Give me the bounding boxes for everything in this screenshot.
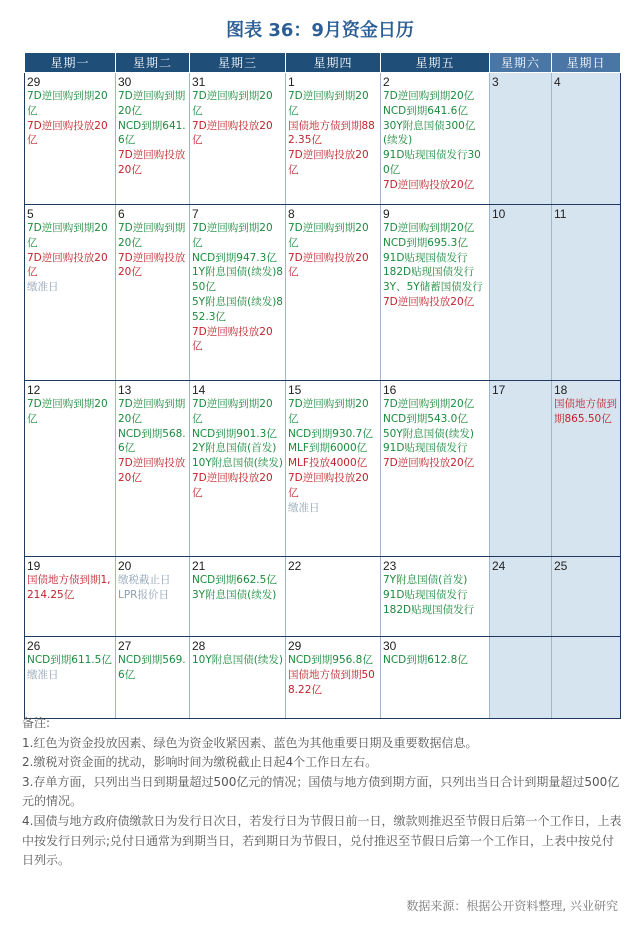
calendar-event: 国债地方债到期1,214.25亿 bbox=[27, 574, 111, 601]
day-number: 30 bbox=[118, 75, 132, 89]
calendar-event: 国债地方债到期508.22亿 bbox=[288, 668, 375, 696]
calendar-week-row bbox=[25, 205, 621, 381]
day-number: 26 bbox=[27, 639, 41, 653]
day-number: 3 bbox=[492, 75, 499, 89]
calendar-event: 7D逆回购投放20亿 bbox=[118, 457, 186, 484]
calendar-event: 30Y附息国债300亿(续发) bbox=[383, 119, 476, 147]
calendar-event: 7D逆回购投放20亿 bbox=[192, 119, 273, 147]
calendar-event: 国债地方债到期865.50亿 bbox=[554, 398, 617, 425]
calendar-day-cell bbox=[116, 557, 190, 637]
day-number: 15 bbox=[288, 383, 302, 397]
note-line: 2.缴税对资金面的扰动，影响时间为缴税截止日起4个工作日左右。 bbox=[22, 755, 378, 770]
calendar-event: NCD到期947.3亿 bbox=[192, 251, 277, 264]
calendar-week-row bbox=[25, 73, 621, 205]
calendar-event: 3Y附息国债(续发) bbox=[192, 588, 277, 601]
calendar-event: 7D逆回购到期20亿 bbox=[288, 398, 369, 425]
day-number: 17 bbox=[492, 383, 506, 397]
calendar-day-cell bbox=[381, 557, 490, 637]
calendar-day-cell bbox=[116, 381, 190, 557]
calendar-event: 7D逆回购到期20亿 bbox=[192, 398, 273, 425]
calendar-event: 7D逆回购到期20亿 bbox=[118, 222, 186, 249]
day-number: 2 bbox=[383, 75, 390, 89]
day-number: 12 bbox=[27, 383, 41, 397]
page-title: 图表 36：9月资金日历 bbox=[226, 20, 414, 41]
weekday-header: 星期五 bbox=[381, 53, 490, 73]
weekday-header: 星期一 bbox=[25, 53, 116, 73]
calendar-event: 7D逆回购到期20亿 bbox=[288, 222, 369, 249]
calendar-event: 7D逆回购到期20亿 bbox=[383, 222, 475, 234]
calendar-event: 7D逆回购到期20亿 bbox=[192, 222, 273, 249]
calendar-event: 缴准日 bbox=[288, 501, 320, 514]
calendar-day-cell bbox=[286, 205, 381, 381]
calendar-event: MLF投放4000亿 bbox=[288, 457, 368, 470]
calendar-day-cell bbox=[116, 205, 190, 381]
calendar-event: 7D逆回购到期20亿 bbox=[27, 90, 108, 117]
calendar-event: NCD到期662.5亿 bbox=[192, 574, 277, 586]
weekday-header: 星期四 bbox=[286, 53, 381, 73]
calendar-event: 7D逆回购投放20亿 bbox=[288, 149, 369, 176]
day-number: 6 bbox=[118, 207, 125, 221]
calendar-day-cell bbox=[490, 557, 552, 637]
calendar-event: 7D逆回购投放20亿 bbox=[27, 251, 108, 279]
calendar-event: MLF到期6000亿 bbox=[288, 442, 368, 455]
calendar-event: 3Y、5Y储蓄国债发行 bbox=[383, 281, 483, 294]
calendar-event: 7D逆回购投放20亿 bbox=[288, 251, 369, 279]
calendar-event: 7D逆回购投放20亿 bbox=[383, 457, 475, 470]
calendar-event: 91D贴现国债发行 bbox=[383, 588, 468, 601]
day-number: 11 bbox=[554, 207, 567, 221]
calendar-day-cell bbox=[190, 73, 286, 205]
day-number: 22 bbox=[288, 559, 302, 573]
calendar-day-cell bbox=[552, 637, 621, 719]
day-number: 13 bbox=[118, 383, 132, 397]
calendar-day-cell bbox=[190, 381, 286, 557]
calendar-event: 2Y附息国债(首发) bbox=[192, 442, 277, 455]
day-number: 30 bbox=[383, 639, 397, 653]
weekday-header: 星期日 bbox=[552, 53, 621, 73]
calendar-event: 7D逆回购投放20亿 bbox=[27, 119, 108, 147]
calendar-event: LPR报价日 bbox=[118, 588, 169, 601]
day-number: 31 bbox=[192, 75, 206, 89]
calendar-event: NCD到期611.5亿 bbox=[27, 654, 112, 666]
calendar-day-cell bbox=[190, 637, 286, 719]
calendar-event: NCD到期612.8亿 bbox=[383, 654, 468, 666]
calendar-table bbox=[24, 52, 621, 719]
note-line: 3.存单方面，只列出当日到期量超过500亿元的情况；国债与地方债到期方面，只列出当日合计到期量超过500亿元的情况。 bbox=[22, 774, 620, 809]
calendar-week-row bbox=[25, 557, 621, 637]
note-line: 4.国债与地方政府债缴款日为发行日次日，若发行日为节假日前一日，缴款则推迟至节假日后第一个工作日，上表中按发行日列示;兑付日通常为到期当日，若到期日为节假日，兑付推迟至节假日后第一个工作日，上表中按兑付日列示。 bbox=[22, 813, 622, 868]
calendar-event: 7D逆回购到期20亿 bbox=[383, 90, 475, 102]
calendar-day-cell bbox=[190, 557, 286, 637]
calendar-day-cell bbox=[490, 205, 552, 381]
calendar-day-cell bbox=[116, 637, 190, 719]
notes-section bbox=[22, 714, 622, 871]
calendar-event: 缴准日 bbox=[27, 668, 59, 681]
calendar-day-cell bbox=[116, 73, 190, 205]
calendar-event: 91D贴现国债发行 bbox=[383, 251, 468, 264]
calendar-event: 7D逆回购到期20亿 bbox=[383, 398, 475, 410]
calendar-day-cell bbox=[381, 73, 490, 205]
day-number: 29 bbox=[27, 75, 41, 89]
day-number: 23 bbox=[383, 559, 397, 573]
note-line: 1.红色为资金投放因素、绿色为资金收紧因素、蓝色为其他重要日期及重要数据信息。 bbox=[22, 735, 478, 750]
calendar-event: 7D逆回购到期20亿 bbox=[192, 90, 273, 117]
weekday-header: 星期二 bbox=[116, 53, 190, 73]
calendar-day-cell bbox=[25, 637, 116, 719]
calendar-event: 7D逆回购到期20亿 bbox=[288, 90, 369, 117]
day-number: 21 bbox=[192, 559, 206, 573]
calendar-event: 7D逆回购投放20亿 bbox=[383, 178, 475, 191]
calendar-event: NCD到期569.6亿 bbox=[118, 654, 186, 681]
calendar-event: 7D逆回购到期20亿 bbox=[27, 222, 108, 249]
calendar-day-cell bbox=[286, 557, 381, 637]
calendar-event: 缴税截止日 bbox=[118, 574, 171, 586]
calendar-event: 91D贴现国债发行300亿 bbox=[383, 149, 481, 176]
day-number: 7 bbox=[192, 207, 199, 221]
day-number: 19 bbox=[27, 559, 41, 573]
calendar-day-cell bbox=[25, 557, 116, 637]
calendar-event: NCD到期568.6亿 bbox=[118, 427, 186, 455]
calendar-event: 7D逆回购投放20亿 bbox=[383, 295, 475, 308]
calendar-event: 7D逆回购投放20亿 bbox=[118, 149, 186, 176]
calendar-day-cell bbox=[490, 73, 552, 205]
calendar-event: NCD到期695.3亿 bbox=[383, 236, 468, 249]
day-number: 14 bbox=[192, 383, 206, 397]
day-number: 28 bbox=[192, 639, 206, 653]
day-number: 27 bbox=[118, 639, 132, 653]
data-source: 数据来源：根据公开资料整理, 兴业研究 bbox=[406, 899, 618, 913]
calendar-day-cell bbox=[552, 557, 621, 637]
calendar-day-cell bbox=[552, 205, 621, 381]
calendar-day-cell bbox=[286, 73, 381, 205]
day-number: 16 bbox=[383, 383, 397, 397]
weekday-header-row bbox=[25, 53, 621, 73]
calendar-event: 7D逆回购投放20亿 bbox=[192, 325, 273, 353]
calendar-week-row bbox=[25, 637, 621, 719]
calendar-day-cell bbox=[25, 205, 116, 381]
calendar-event: 国债地方债到期882.35亿 bbox=[288, 119, 375, 147]
calendar-event: 50Y附息国债(续发) bbox=[383, 427, 474, 440]
calendar-day-cell bbox=[381, 205, 490, 381]
day-number: 29 bbox=[288, 639, 302, 653]
day-number: 4 bbox=[554, 75, 561, 89]
day-number: 24 bbox=[492, 559, 506, 573]
calendar-event: NCD到期543.0亿 bbox=[383, 412, 468, 425]
calendar-day-cell bbox=[286, 381, 381, 557]
day-number: 10 bbox=[492, 207, 506, 221]
calendar-event: 7D逆回购到期20亿 bbox=[118, 90, 186, 117]
calendar-event: NCD到期956.8亿 bbox=[288, 654, 373, 666]
day-number: 1 bbox=[288, 75, 295, 89]
calendar-event: 5Y附息国债(续发)852.3亿 bbox=[192, 295, 283, 323]
calendar-event: 7D逆回购到期20亿 bbox=[27, 398, 108, 425]
calendar-event: 7D逆回购投放20亿 bbox=[118, 251, 186, 279]
calendar-day-cell bbox=[490, 381, 552, 557]
calendar-day-cell bbox=[381, 637, 490, 719]
calendar-event: 7D逆回购投放20亿 bbox=[192, 471, 273, 499]
calendar-day-cell bbox=[552, 381, 621, 557]
calendar-day-cell bbox=[25, 73, 116, 205]
day-number: 8 bbox=[288, 207, 295, 221]
calendar-day-cell bbox=[381, 381, 490, 557]
day-number: 18 bbox=[554, 383, 568, 397]
calendar-event: 91D贴现国债发行 bbox=[383, 442, 468, 455]
day-number: 5 bbox=[27, 207, 34, 221]
calendar-event: NCD到期641.6亿 bbox=[118, 119, 186, 147]
calendar-event: 10Y附息国债(续发) bbox=[192, 457, 283, 470]
weekday-header: 星期三 bbox=[190, 53, 286, 73]
day-number: 9 bbox=[383, 207, 390, 221]
weekday-header: 星期六 bbox=[490, 53, 552, 73]
calendar-event: 10Y附息国债(续发) bbox=[192, 654, 283, 666]
calendar-event: NCD到期641.6亿 bbox=[383, 104, 468, 117]
calendar-event: 缴准日 bbox=[27, 281, 59, 294]
calendar-event: NCD到期930.7亿 bbox=[288, 427, 373, 440]
calendar-week-row bbox=[25, 381, 621, 557]
calendar-event: 7Y附息国债(首发) bbox=[383, 574, 468, 586]
calendar-event: 7D逆回购投放20亿 bbox=[288, 471, 369, 499]
day-number: 20 bbox=[118, 559, 132, 573]
day-number: 25 bbox=[554, 559, 568, 573]
calendar-event: 182D贴现国债发行 bbox=[383, 603, 475, 616]
calendar-day-cell bbox=[552, 73, 621, 205]
calendar-day-cell bbox=[490, 637, 552, 719]
calendar-event: 1Y附息国债(续发)850亿 bbox=[192, 266, 283, 294]
calendar-event: 182D贴现国债发行 bbox=[383, 266, 475, 279]
calendar-day-cell bbox=[286, 637, 381, 719]
calendar-event: NCD到期901.3亿 bbox=[192, 427, 277, 440]
notes-heading: 备注: bbox=[22, 716, 51, 730]
calendar-day-cell bbox=[190, 205, 286, 381]
calendar-event: 7D逆回购到期20亿 bbox=[118, 398, 186, 425]
calendar-day-cell bbox=[25, 381, 116, 557]
